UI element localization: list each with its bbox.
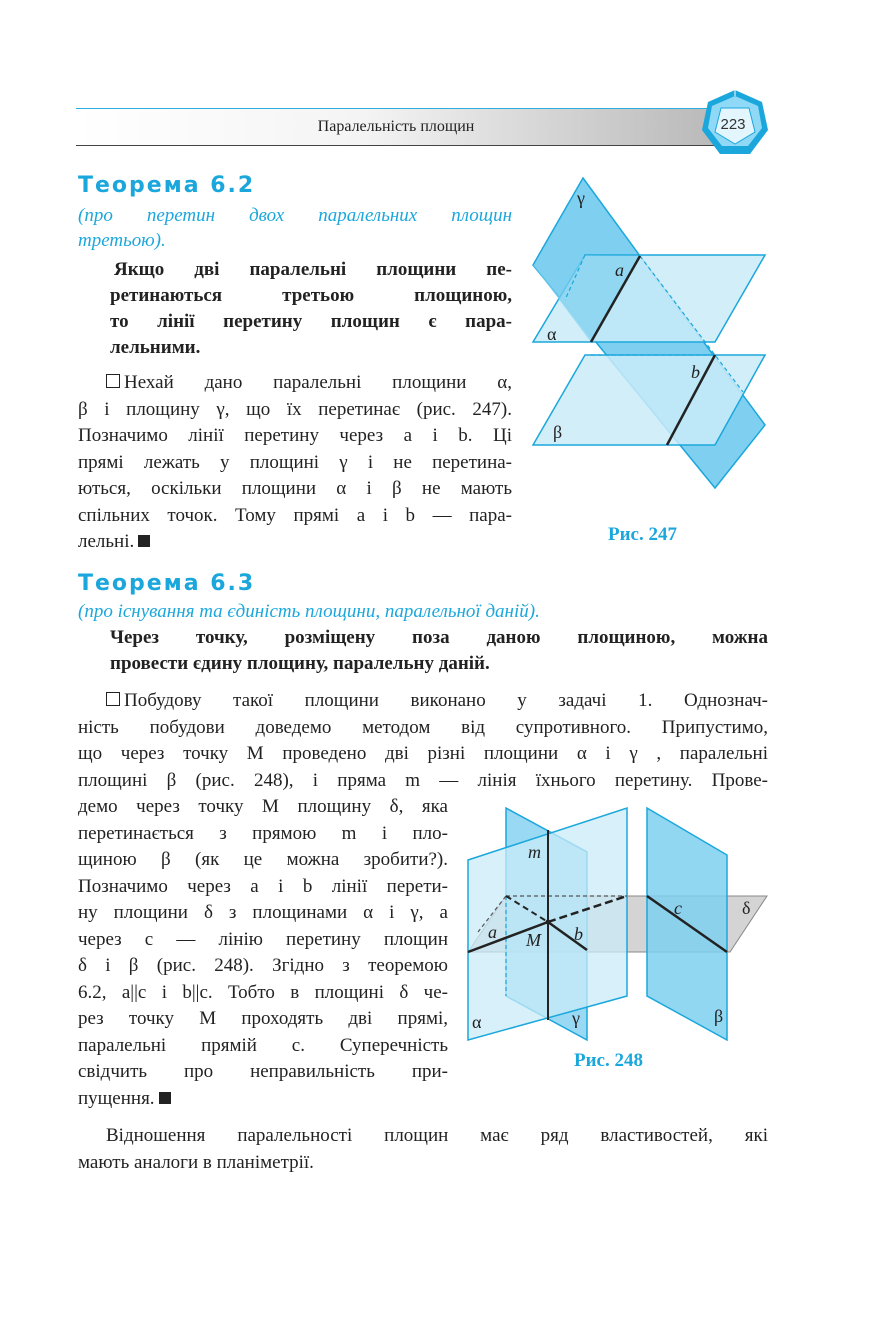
page-number: 223: [720, 116, 746, 133]
proof-line: перетинається з прямою m і пло-: [78, 822, 448, 844]
proof-line: свідчить про неправильність при-: [78, 1061, 448, 1082]
proof-start-icon: [106, 374, 120, 388]
theorem-6-3-statement: [110, 625, 768, 677]
label-m: m: [528, 842, 541, 862]
figure-247: [525, 170, 775, 500]
label-c: c: [674, 898, 682, 918]
proof-line: лельні.: [78, 531, 135, 552]
proof-line: ність побудови доведемо методом від супротивного. Припустимо,: [78, 716, 768, 738]
label-a: a: [488, 922, 497, 942]
proof-line: Позначимо через a і b лінії перети-: [78, 875, 448, 897]
theorem-6-2-statement: [110, 257, 512, 361]
proof-line: δ і β (рис. 248). Згідно з теоремою: [78, 955, 448, 976]
statement-line: Якщо дві паралельні площини пе-: [114, 259, 512, 280]
closing-line: мають аналоги в планіметрії.: [78, 1151, 314, 1173]
theorem-6-3-subtitle: (про існування та єдиність площини, паралельної даній).: [78, 601, 540, 622]
proof-line: площині β (рис. 248), і пряма m — лінія їхнього перетину. Прове-: [78, 769, 768, 791]
proof-line: 6.2, a||c і b||c. Тобто в площині δ че-: [78, 981, 448, 1003]
closing-paragraph: [78, 1123, 768, 1176]
point-M: [546, 920, 551, 925]
statement-line: ретинаються третьою площиною,: [110, 285, 512, 306]
proof-start-icon: [106, 692, 120, 706]
theorem-6-3-proof-full: [78, 688, 768, 794]
label-alpha: α: [547, 324, 557, 344]
running-header-title: Паралельність площин: [317, 118, 475, 135]
proof-line: Позначимо лінії перетину через a і b. Ці: [78, 425, 512, 446]
figure-247-caption: Рис. 247: [608, 524, 677, 545]
proof-line: Нехай дано паралельні площини α,: [124, 372, 512, 393]
proof-line: щиною β (як це можна зробити?).: [78, 849, 448, 870]
theorem-6-2-proof: [78, 370, 512, 556]
figure-248: [462, 800, 772, 1045]
proof-line: спільних точок. Тому прямі a і b — пара-: [78, 504, 512, 526]
proof-end-icon: [138, 535, 150, 547]
label-alpha: α: [472, 1012, 482, 1032]
theorem-6-2-subtitle-line1: (про перетин двох паралельних площин: [78, 205, 512, 226]
label-delta: δ: [742, 898, 751, 918]
theorem-6-2-subtitle-line2: третьою).: [78, 230, 166, 251]
proof-line: ну площини δ з площинами α і γ, а: [78, 902, 448, 923]
label-b: b: [691, 362, 700, 382]
proof-line: через c — лінію перетину площин: [78, 928, 448, 950]
proof-line: що через точку M проведено дві різні площини α і γ , паралельні: [78, 743, 768, 764]
figure-248-caption: Рис. 248: [574, 1050, 643, 1071]
closing-line: Відношення паралельності площин має ряд властивостей, які: [106, 1125, 768, 1146]
proof-line: рез точку M проходять дві прямі,: [78, 1008, 448, 1029]
label-beta: β: [714, 1006, 724, 1026]
label-beta: β: [553, 422, 563, 442]
proof-end-icon: [159, 1092, 171, 1104]
statement-line: Через точку, розміщену поза даною площиною, можна: [110, 627, 768, 648]
proof-line: β і площину γ, що їх перетинає (рис. 247).: [78, 398, 512, 420]
theorem-6-3-proof-narrow: [78, 794, 448, 1112]
proof-line: ються, оскільки площини α і β не мають: [78, 478, 512, 499]
statement-line: лельними.: [110, 337, 201, 358]
statement-line: провести єдину площину, паралельну даній.: [110, 653, 490, 674]
proof-line: Побудову такої площини виконано у задачі 1. Однознач-: [124, 690, 768, 711]
theorem-6-2-title: Теорема 6.2: [78, 173, 256, 198]
label-a: a: [615, 260, 624, 280]
proof-line: паралельні прямій c. Суперечність: [78, 1034, 448, 1056]
label-b: b: [574, 924, 583, 944]
label-gamma: γ: [577, 188, 585, 208]
label-M: M: [526, 930, 541, 950]
theorem-6-3-title: Теорема 6.3: [78, 571, 256, 596]
proof-line: пущення.: [78, 1087, 155, 1109]
proof-line: демо через точку M площину δ, яка: [78, 796, 448, 817]
proof-line: прямі лежать у площині γ і не перетина-: [78, 451, 512, 473]
label-gamma: γ: [572, 1008, 580, 1028]
statement-line: то лінії перетину площин є пара-: [110, 311, 512, 332]
